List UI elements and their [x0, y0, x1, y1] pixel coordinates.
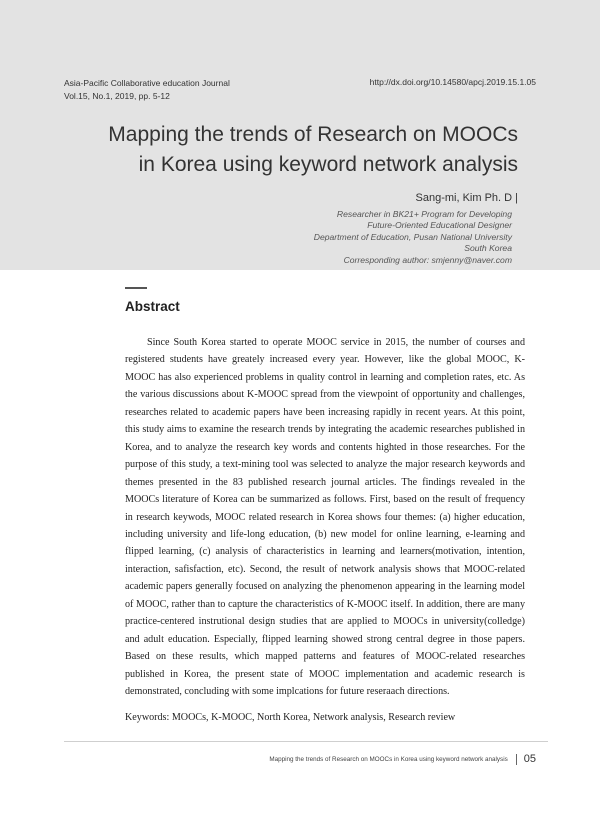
footer-rule [64, 741, 548, 742]
author-affiliation [314, 209, 512, 266]
paper-title [48, 120, 518, 180]
section-divider [125, 287, 147, 289]
footer-separator [516, 754, 517, 765]
affiliation-line: South Korea [464, 243, 512, 254]
abstract-body: Since South Korea started to operate MOOC service in 2015, the number of courses and registered students have greately increased every year. However, like the global MOOC, K-MOOC has also experienced problems in quality control in learning and completion rates, etc. As the various discussions about K-MOOC spread from the viewpoint of opportunity and challenges, researches related to academic papers have been increasing rapidly in recent years. At this point, this study aims to examine the research trends by integrating the academic researches published in Korea, and to analyze the research key words and contents highted in those researches. For the purpose of this study, a text-mining tool was selected to analyze the major research keywords and themes presented in the 83 published research journal articles. The findings revealed in the MOOCs literature of Korea can be summarized as follows. First, based on the result of frequency in research keywods, MOOC related research in Korea shows four themes: (a) higher education, including university and life-long education, (b) new model for online learning, e-learning and flipped learning, (c) analysis of characteristics in learning and learners(motivation, intention, interaction, safisfaction, etc). Second, the result of network analysis shows that MOOC-related academic papers generally focused on analyzing the phenomenon appearing in the learning model of MOOC, rather than to capture the characteristics of K-MOOC itself. In addition, there are many practice-centered instrutional design studies that are applied to MOOCs in university(colledge) and adult education. Especially, flipped learning showed strong central degree in those papers. Based on these results, which mapped patterns and features of MOOC-related researches published in Korea, the present state of MOOC implementation and academic research is demonstrated, concluding with some implcations for future reseraach directions. [125, 337, 525, 698]
running-title: Mapping the trends of Research on MOOCs in Korea using keyword network analysis [269, 755, 508, 763]
affiliation-line: Future-Oriented Educational Designer [367, 220, 512, 231]
affiliation-line: Department of Education, Pusan National University [313, 231, 512, 242]
doi-link[interactable]: http://dx.doi.org/10.14580/apcj.2019.15.1.05 [369, 77, 536, 87]
page-footer [269, 753, 536, 765]
affiliation-line: Researcher in BK21+ Program for Developing [336, 209, 512, 219]
page-number: 05 [523, 753, 536, 765]
journal-info [64, 77, 230, 103]
abstract-heading: Abstract [125, 299, 180, 314]
volume-info: Vol.15, No.1, 2019, pp. 5-12 [64, 91, 170, 101]
title-line-2: in Korea using keyword network analysis [138, 153, 518, 176]
author-name: Sang-mi, Kim Ph. D | [415, 192, 518, 204]
keywords-line: Keywords: MOOCs, K-MOOC, North Korea, Network analysis, Research review [125, 712, 456, 723]
title-line-1: Mapping the trends of Research on MOOCs [108, 123, 518, 146]
journal-name: Asia-Pacific Collaborative education Journal [64, 78, 230, 88]
corresponding-author: Corresponding author: smjenny@naver.com [343, 254, 512, 265]
